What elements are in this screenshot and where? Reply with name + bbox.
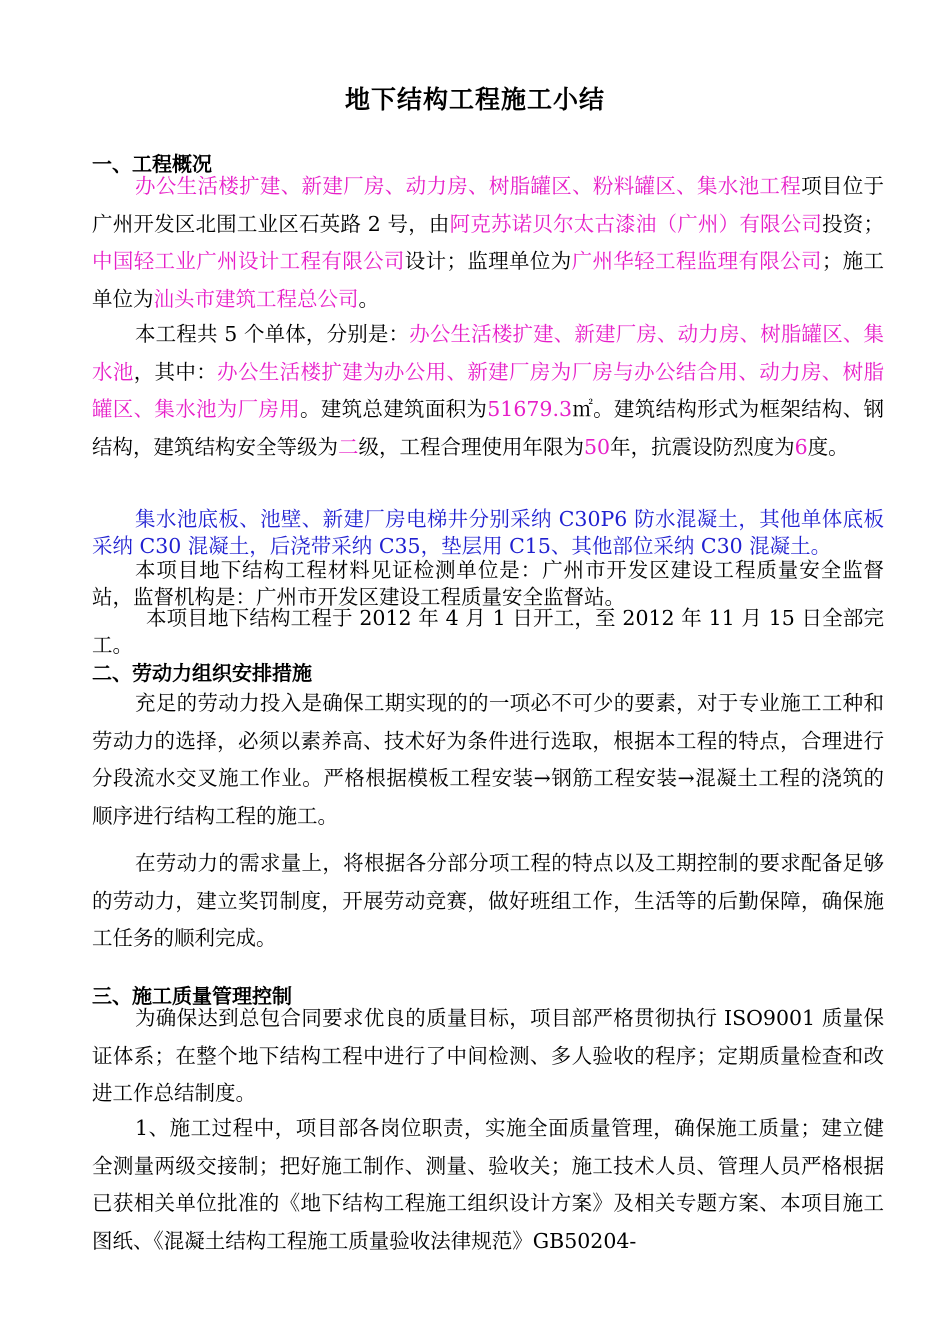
text-project-scope: 办公生活楼扩建、新建厂房、动力房、树脂罐区、粉料罐区、集水池工程 <box>135 174 802 198</box>
text-area-value: 51679.3 <box>487 397 573 421</box>
paragraph-labor-demand: 在劳动力的需求量上，将根据各分部分项工程的特点以及工期控制的要求配备足够的劳动力，建立奖罚制度，开展劳动竞赛，做好班组工作，生活等的后勤保障，确保施工任务的顺利完成。 <box>92 851 884 950</box>
text-segment: ，其中： <box>133 359 218 384</box>
text-segment: 本工程共 5 个单体，分别是： <box>135 322 410 346</box>
text-safety-grade: 二 <box>338 434 359 459</box>
paragraph-quality-measures: 1、施工过程中，项目部各岗位职责，实施全面质量管理，确保施工质量；建立健全测量两级交接制；把好施工制作、测量、验收关；施工技术人员、管理人员严格根据已获相关单位批准的《地下结构工程施工组织设计方案》及相关专题方案、本项目施工图纸、《混凝土结构工程施工质量验收法律规范》GB50204- <box>92 1116 884 1253</box>
text-investor: 阿克苏诺贝尔太古漆油（广州）有限公司 <box>449 211 823 236</box>
paragraph-project-units <box>92 316 884 466</box>
text-segment: 项目位于广州开发区北围工业区石英路 2 号，由 <box>92 174 885 236</box>
text-segment: 。 <box>358 286 379 311</box>
text-service-life: 50 <box>584 434 611 459</box>
paragraph-inspection-unit: 本项目地下结构工程材料见证检测单位是：广州市开发区建设工程质量安全监督站，监督机构是：广州市开发区建设工程质量安全监督站。 <box>92 558 884 609</box>
paragraph-construction-period: 本项目地下结构工程于 2012 年 4 月 1 日开工，至 2012 年 11 月 15 日全部完工。 <box>92 606 884 657</box>
text-segment: 设计；监理单位为 <box>404 249 572 273</box>
text-supervisor: 广州华轻工程监理有限公司 <box>571 249 822 273</box>
document-title: 地下结构工程施工小结 <box>344 85 605 114</box>
paragraph-concrete-grades: 集水池底板、池壁、新建厂房电梯井分别采纳 C30P6 防水混凝土，其他单体底板采纳 C30 混凝土，后浇带采纳 C35，垫层用 C15、其他部位采纳 C30 混凝土。 <box>92 507 884 558</box>
section-heading-quality: 三、施工质量管理控制 <box>92 984 292 1008</box>
text-contractor: 汕头市建筑工程总公司 <box>153 286 359 311</box>
text-segment: 投资； <box>822 211 884 236</box>
section-heading-overview: 一、工程概况 <box>92 152 212 176</box>
text-seismic-intensity: 6 <box>794 434 808 459</box>
paragraph-quality-goal: 为确保达到总包合同要求优良的质量目标，项目部严格贯彻执行 ISO9001 质量保证体系；在整个地下结构工程中进行了中间检测、多人验收的程序；定期质量检查和改进工作总结制度。 <box>92 1006 884 1105</box>
text-segment: 。建筑总建筑面积为 <box>300 397 488 421</box>
paragraph-labor-input: 充足的劳动力投入是确保工期实现的的一项必不可少的要素，对于专业施工工种和劳动力的选择，必须以素养高、技术好为条件进行选取，根据本工程的特点，合理进行分段流水交叉施工作业。严格根据模板工程安装→钢筋工程安装→混凝土工程的浇筑的顺序进行结构工程的施工。 <box>92 691 884 828</box>
text-segment: ㎡。建筑结构形式为框架结构、钢结构，建筑结构安全等级为 <box>92 397 885 459</box>
section-heading-labor: 二、劳动力组织安排措施 <box>92 661 312 685</box>
text-units-list: 办公生活楼扩建、新建厂房、动力房、树脂罐区、集水池 <box>92 322 884 384</box>
text-segment: 年，抗震设防烈度为 <box>610 434 795 459</box>
text-designer: 中国轻工业广州设计工程有限公司 <box>92 249 405 273</box>
text-units-usage: 办公生活楼扩建为办公用、新建厂房为厂房与办公结合用、动力房、树脂罐区、集水池为厂房用 <box>92 359 884 421</box>
text-segment: 度。 <box>807 434 849 459</box>
text-segment: ；施工单位为 <box>92 249 885 311</box>
text-segment: 级，工程合理使用年限为 <box>358 434 584 459</box>
paragraph-project-overview <box>92 168 884 318</box>
